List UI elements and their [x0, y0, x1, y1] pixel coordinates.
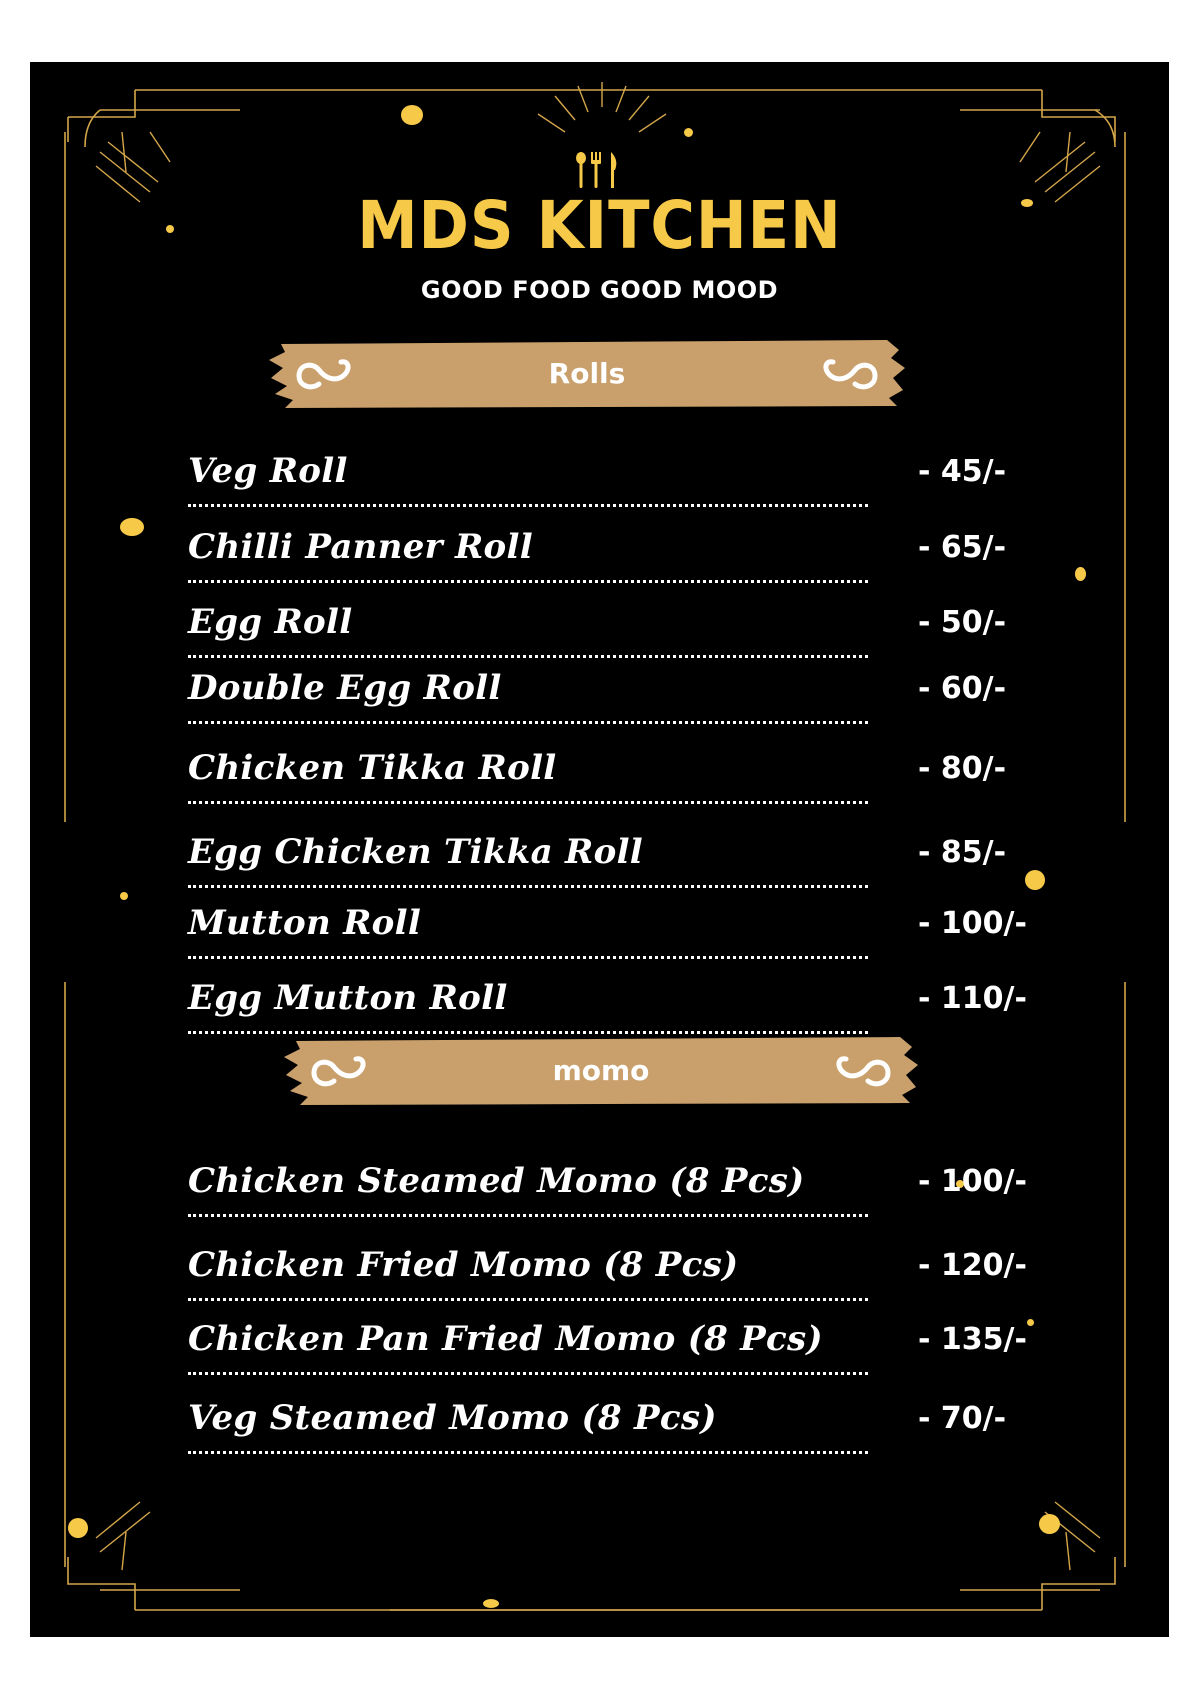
menu-item-name: Chilli Panner Roll [188, 527, 533, 567]
decor-dot [68, 1518, 88, 1538]
dotted-leader [188, 1451, 868, 1454]
brand-tagline: GOOD FOOD GOOD MOOD [420, 276, 779, 304]
menu-item-name: Chicken Pan Fried Momo (8 Pcs) [188, 1319, 823, 1359]
menu-item-price: - 85/- [918, 835, 1007, 870]
menu-item-price: - 100/- [918, 906, 1027, 941]
dotted-leader [188, 504, 868, 507]
dotted-leader [188, 801, 868, 804]
dotted-leader [188, 580, 868, 583]
menu-item-price: - 110/- [918, 981, 1027, 1016]
menu-item [188, 523, 1108, 583]
dotted-leader [188, 1372, 868, 1375]
menu-item-name: Double Egg Roll [188, 668, 502, 708]
menu-item-price: - 65/- [918, 530, 1007, 565]
menu-item [188, 664, 1108, 724]
menu-item-price: - 60/- [918, 671, 1007, 706]
menu-item-name: Veg Roll [188, 451, 348, 491]
menu-item [188, 447, 1108, 507]
dotted-leader [188, 655, 868, 658]
menu-item-name: Egg Chicken Tikka Roll [188, 832, 644, 872]
dotted-leader [188, 885, 868, 888]
brand-title: MDS KITCHEN [357, 187, 842, 264]
fork-spoon-knife-icon [571, 150, 625, 190]
menu-item [188, 899, 1108, 959]
section-banner [282, 1035, 920, 1107]
decor-dot [483, 1599, 499, 1608]
menu-item [188, 598, 1108, 658]
menu-item-price: - 120/- [918, 1248, 1027, 1283]
menu-item [188, 1157, 1108, 1217]
dotted-leader [188, 1214, 868, 1217]
dotted-leader [188, 721, 868, 724]
menu-item-price: - 50/- [918, 605, 1007, 640]
dotted-leader [188, 1031, 868, 1034]
section-banner [267, 338, 907, 410]
menu-item [188, 1241, 1108, 1301]
menu-item-name: Chicken Tikka Roll [188, 748, 557, 788]
section-title: Rolls [548, 357, 626, 390]
menu-card [30, 62, 1169, 1637]
menu-item [188, 1394, 1108, 1454]
menu-item-name: Mutton Roll [188, 903, 422, 943]
decor-dot [1039, 1514, 1060, 1534]
menu-item-price: - 100/- [918, 1164, 1027, 1199]
dotted-leader [188, 1298, 868, 1301]
menu-item-name: Chicken Fried Momo (8 Pcs) [188, 1245, 739, 1285]
menu-item-price: - 80/- [918, 751, 1007, 786]
menu-item [188, 828, 1108, 888]
menu-item-name: Veg Steamed Momo (8 Pcs) [188, 1398, 717, 1438]
menu-item [188, 1315, 1108, 1375]
decor-dot [120, 518, 144, 536]
menu-item-price: - 45/- [918, 454, 1007, 489]
dotted-leader [188, 956, 868, 959]
menu-item-price: - 70/- [918, 1401, 1007, 1436]
section-title: momo [552, 1054, 650, 1087]
decor-dot [120, 892, 128, 900]
menu-item [188, 744, 1108, 804]
header [30, 62, 1169, 362]
menu-item-name: Egg Mutton Roll [188, 978, 508, 1018]
menu-item-price: - 135/- [918, 1322, 1027, 1357]
menu-item [188, 974, 1108, 1034]
menu-item-name: Chicken Steamed Momo (8 Pcs) [188, 1161, 805, 1201]
menu-item-name: Egg Roll [188, 602, 353, 642]
